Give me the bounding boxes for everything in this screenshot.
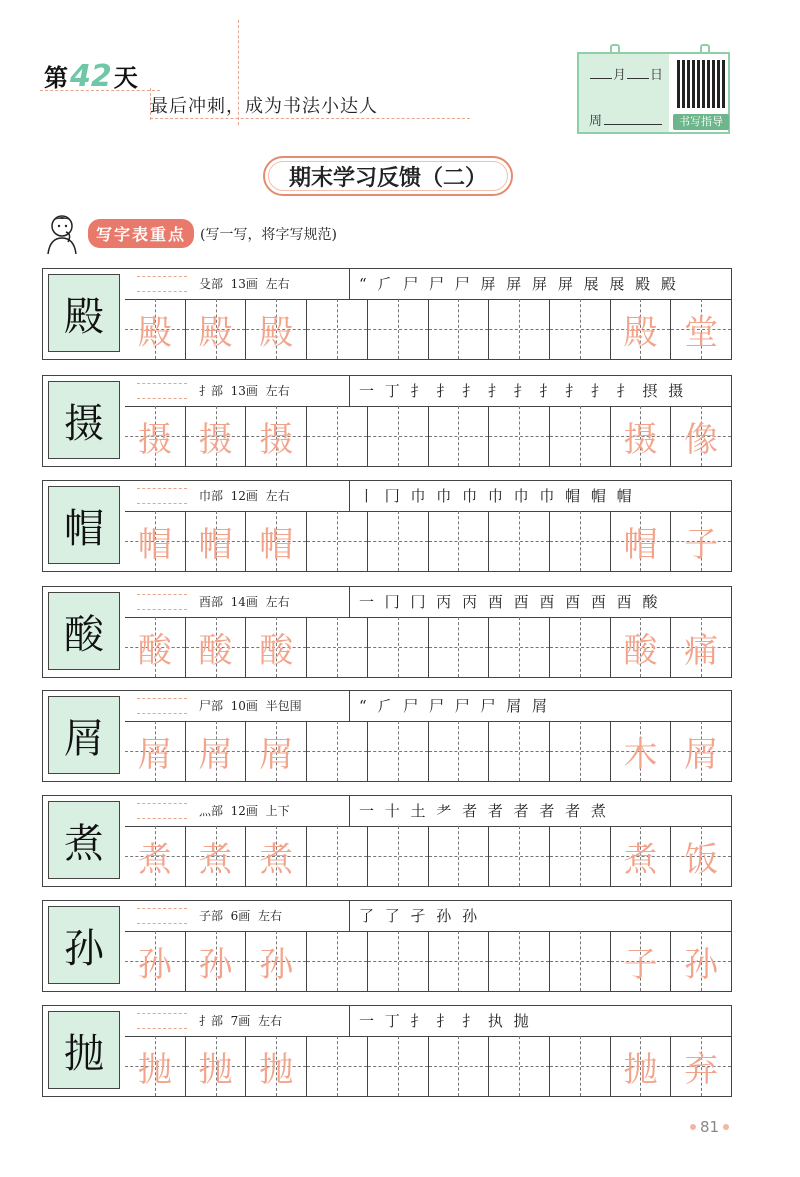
writing-cell[interactable]	[489, 931, 550, 991]
word-character: 弃	[684, 1049, 719, 1090]
word-character: 木	[623, 734, 658, 775]
pinyin-box[interactable]	[137, 908, 187, 924]
writing-cell[interactable]	[429, 721, 490, 781]
trace-character: 抛	[137, 1049, 172, 1090]
word-character: 子	[684, 524, 719, 565]
writing-cell[interactable]	[307, 1036, 368, 1096]
writing-cell[interactable]	[368, 511, 429, 571]
stroke-count: 12画	[230, 489, 258, 503]
stroke-order: 一 丁 扌 扌 扌 执 抛	[359, 1012, 532, 1030]
word-character: 饭	[684, 839, 719, 880]
writing-cell[interactable]	[246, 931, 307, 991]
practice-row	[42, 690, 732, 782]
writing-grid	[125, 406, 731, 466]
decor-dashed-line	[150, 118, 470, 119]
model-character: 帽	[48, 486, 120, 564]
model-character: 煮	[48, 801, 120, 879]
divider	[349, 587, 350, 617]
model-character: 殿	[48, 274, 120, 352]
character-meta	[199, 907, 282, 924]
divider	[349, 796, 350, 826]
writing-cell[interactable]	[489, 299, 550, 359]
date-line	[589, 64, 663, 83]
writing-cell[interactable]	[671, 617, 731, 677]
practice-row	[42, 900, 732, 992]
stroke-order: 一 丁 扌 扌 扌 扌 扌 扌 扌 扌 扌 摂 摄	[359, 382, 687, 400]
practice-row	[42, 795, 732, 887]
writing-cell[interactable]	[611, 511, 672, 571]
writing-cell[interactable]	[550, 826, 611, 886]
writing-cell[interactable]	[368, 826, 429, 886]
writing-cell[interactable]	[307, 721, 368, 781]
writing-cell[interactable]	[246, 1036, 307, 1096]
trace-character: 孙	[137, 944, 172, 985]
stroke-count: 10画	[230, 699, 258, 713]
structure: 左右	[265, 595, 290, 609]
practice-row	[42, 375, 732, 467]
radical: 殳部	[199, 277, 224, 291]
writing-cell[interactable]	[550, 931, 611, 991]
character-info	[125, 691, 731, 722]
writing-cell[interactable]	[550, 511, 611, 571]
writing-cell[interactable]	[246, 406, 307, 466]
structure: 上下	[265, 804, 290, 818]
writing-cell[interactable]	[186, 406, 247, 466]
model-character: 摄	[48, 381, 120, 459]
writing-cell[interactable]	[429, 406, 490, 466]
divider	[349, 376, 350, 406]
child-thinking-icon	[40, 212, 84, 256]
writing-grid	[125, 511, 731, 571]
stroke-order: “ ⺁ 尸 尸 尸 屏 屏 屏 屏 展 展 殿 殿	[359, 275, 679, 293]
trace-character: 帽	[137, 524, 172, 565]
writing-cell[interactable]	[550, 1036, 611, 1096]
character-meta	[199, 275, 290, 292]
week-label: 周	[589, 114, 603, 129]
writing-cell[interactable]	[368, 721, 429, 781]
word-character: 子	[623, 944, 658, 985]
model-character: 屑	[48, 696, 120, 774]
writing-cell[interactable]	[550, 617, 611, 677]
writing-cell[interactable]	[186, 299, 247, 359]
trace-character: 孙	[259, 944, 294, 985]
pinyin-box[interactable]	[137, 1013, 187, 1029]
writing-cell[interactable]	[671, 931, 731, 991]
trace-character: 煮	[259, 839, 294, 880]
writing-cell[interactable]	[611, 721, 672, 781]
section-header	[88, 219, 337, 248]
writing-cell[interactable]	[125, 1036, 186, 1096]
writing-cell[interactable]	[246, 511, 307, 571]
writing-cell[interactable]	[671, 721, 731, 781]
date-box	[577, 52, 730, 134]
stroke-count: 13画	[230, 384, 258, 398]
page-number	[690, 1118, 729, 1136]
word-character: 抛	[623, 1049, 658, 1090]
week-line	[589, 110, 662, 129]
character-meta	[199, 382, 290, 399]
writing-cell[interactable]	[489, 1036, 550, 1096]
word-character: 孙	[684, 944, 719, 985]
character-meta	[199, 487, 290, 504]
writing-cell[interactable]	[246, 826, 307, 886]
writing-grid	[125, 617, 731, 677]
character-info	[125, 901, 731, 932]
practice-row	[42, 480, 732, 572]
trace-character: 帽	[259, 524, 294, 565]
character-info	[125, 269, 731, 300]
character-info	[125, 376, 731, 407]
word-character: 煮	[623, 839, 658, 880]
writing-cell[interactable]	[489, 721, 550, 781]
model-character: 抛	[48, 1011, 120, 1089]
divider	[349, 691, 350, 721]
stroke-order: 了 了 孑 孙 孙	[359, 907, 481, 925]
trace-character: 摄	[198, 419, 233, 460]
section-title: 写字表重点	[88, 219, 194, 248]
practice-row	[42, 586, 732, 678]
character-meta	[199, 1012, 282, 1029]
writing-cell[interactable]	[429, 511, 490, 571]
practice-row	[42, 268, 732, 360]
trace-character: 帽	[198, 524, 233, 565]
character-info	[125, 1006, 731, 1037]
writing-cell[interactable]	[246, 299, 307, 359]
writing-cell[interactable]	[671, 1036, 731, 1096]
writing-cell[interactable]	[125, 406, 186, 466]
character-info	[125, 587, 731, 618]
writing-cell[interactable]	[368, 617, 429, 677]
word-character: 痛	[684, 630, 719, 671]
model-character: 孙	[48, 906, 120, 984]
character-info	[125, 481, 731, 512]
trace-character: 抛	[259, 1049, 294, 1090]
radical: 尸部	[199, 699, 224, 713]
stroke-order: “ ⺁ 尸 尸 尸 尸 屑 屑	[359, 697, 551, 715]
radical: 灬部	[199, 804, 224, 818]
trace-character: 屑	[198, 734, 233, 775]
trace-character: 酸	[137, 630, 172, 671]
trace-character: 殿	[137, 312, 172, 353]
writing-cell[interactable]	[611, 931, 672, 991]
writing-grid	[125, 299, 731, 359]
model-character: 酸	[48, 592, 120, 670]
structure: 左右	[257, 909, 282, 923]
writing-cell[interactable]	[429, 617, 490, 677]
character-meta	[199, 802, 290, 819]
day-suffix: 天	[113, 64, 138, 92]
word-character: 摄	[623, 419, 658, 460]
word-character: 帽	[623, 524, 658, 565]
structure: 左右	[265, 489, 290, 503]
stroke-count: 14画	[230, 595, 258, 609]
writing-cell[interactable]	[550, 299, 611, 359]
writing-cell[interactable]	[186, 511, 247, 571]
writing-cell[interactable]	[368, 931, 429, 991]
writing-cell[interactable]	[429, 931, 490, 991]
dot-icon	[723, 1124, 729, 1130]
trace-character: 酸	[198, 630, 233, 671]
word-character: 殿	[623, 312, 658, 353]
writing-cell[interactable]	[550, 721, 611, 781]
stroke-order: 一 冂 冂 丙 丙 酉 酉 酉 酉 酉 酉 酸	[359, 593, 661, 611]
stroke-count: 13画	[230, 277, 258, 291]
writing-cell[interactable]	[611, 299, 672, 359]
radical: 酉部	[199, 595, 224, 609]
divider	[349, 901, 350, 931]
stroke-order: 丨 冂 巾 巾 巾 巾 巾 巾 帽 帽 帽	[359, 487, 635, 505]
qr-code-icon[interactable]	[677, 60, 725, 108]
writing-cell[interactable]	[611, 826, 672, 886]
writing-cell[interactable]	[671, 406, 731, 466]
day-label-text: 日	[650, 68, 664, 83]
writing-cell[interactable]	[671, 511, 731, 571]
trace-character: 煮	[198, 839, 233, 880]
trace-character: 抛	[198, 1049, 233, 1090]
writing-cell[interactable]	[307, 931, 368, 991]
writing-cell[interactable]	[368, 406, 429, 466]
pinyin-box[interactable]	[137, 803, 187, 819]
word-character: 酸	[623, 630, 658, 671]
radical: 巾部	[199, 489, 224, 503]
stroke-count: 6画	[230, 909, 251, 923]
page-title-text: 期末学习反馈（二）	[288, 165, 487, 191]
trace-character: 煮	[137, 839, 172, 880]
writing-cell[interactable]	[307, 617, 368, 677]
writing-cell[interactable]	[489, 617, 550, 677]
stroke-count: 12画	[230, 804, 258, 818]
writing-cell[interactable]	[307, 826, 368, 886]
writing-cell[interactable]	[307, 299, 368, 359]
day-prefix: 第	[44, 64, 68, 92]
writing-grid	[125, 826, 731, 886]
structure: 左右	[265, 384, 290, 398]
word-character: 堂	[684, 312, 719, 353]
character-info	[125, 796, 731, 827]
writing-grid	[125, 931, 731, 991]
writing-cell[interactable]	[671, 826, 731, 886]
writing-cell[interactable]	[307, 511, 368, 571]
word-character: 像	[684, 419, 719, 460]
practice-row	[42, 1005, 732, 1097]
writing-cell[interactable]	[246, 617, 307, 677]
writing-cell[interactable]	[125, 931, 186, 991]
writing-cell[interactable]	[489, 826, 550, 886]
section-note: (写一写，将字写规范)	[200, 226, 337, 243]
writing-cell[interactable]	[429, 826, 490, 886]
writing-cell[interactable]	[125, 826, 186, 886]
structure: 半包围	[265, 699, 302, 713]
writing-cell[interactable]	[186, 721, 247, 781]
month-label: 月	[613, 68, 627, 83]
writing-cell[interactable]	[186, 931, 247, 991]
stroke-order: 一 十 土 耂 者 者 者 者 者 煮	[359, 802, 609, 820]
writing-cell[interactable]	[307, 406, 368, 466]
writing-cell[interactable]	[125, 721, 186, 781]
pinyin-box[interactable]	[137, 488, 187, 504]
trace-character: 屑	[137, 734, 172, 775]
writing-cell[interactable]	[186, 617, 247, 677]
divider	[349, 269, 350, 299]
writing-cell[interactable]	[125, 511, 186, 571]
page-number-text: 81	[700, 1118, 720, 1136]
word-character: 屑	[684, 734, 719, 775]
divider	[349, 481, 350, 511]
character-meta	[199, 593, 290, 610]
radical: 子部	[199, 909, 224, 923]
trace-character: 殿	[198, 312, 233, 353]
stroke-count: 7画	[230, 1014, 251, 1028]
writing-cell[interactable]	[611, 617, 672, 677]
trace-character: 殿	[259, 312, 294, 353]
structure: 左右	[257, 1014, 282, 1028]
radical: 扌部	[199, 384, 224, 398]
writing-cell[interactable]	[611, 1036, 672, 1096]
radical: 扌部	[199, 1014, 224, 1028]
trace-character: 摄	[259, 419, 294, 460]
pinyin-box[interactable]	[137, 594, 187, 610]
pinyin-box[interactable]	[137, 698, 187, 714]
trace-character: 屑	[259, 734, 294, 775]
writing-cell[interactable]	[125, 617, 186, 677]
writing-cell[interactable]	[489, 406, 550, 466]
divider	[349, 1006, 350, 1036]
page-title	[263, 156, 513, 196]
writing-cell[interactable]	[671, 299, 731, 359]
writing-cell[interactable]	[429, 1036, 490, 1096]
pinyin-box[interactable]	[137, 276, 187, 292]
writing-cell[interactable]	[368, 299, 429, 359]
writing-grid	[125, 721, 731, 781]
writing-cell[interactable]	[186, 826, 247, 886]
dot-icon	[690, 1124, 696, 1130]
writing-cell[interactable]	[246, 721, 307, 781]
subtitle: 最后冲刺，成为书法小达人	[150, 96, 378, 117]
writing-cell[interactable]	[125, 299, 186, 359]
day-number: 42	[70, 59, 112, 94]
writing-cell[interactable]	[550, 406, 611, 466]
writing-grid	[125, 1036, 731, 1096]
character-meta	[199, 697, 302, 714]
day-label	[44, 58, 138, 94]
trace-character: 摄	[137, 419, 172, 460]
writing-cell[interactable]	[368, 1036, 429, 1096]
qr-caption: 书写指导	[673, 114, 729, 130]
pinyin-box[interactable]	[137, 383, 187, 399]
trace-character: 酸	[259, 630, 294, 671]
writing-cell[interactable]	[489, 511, 550, 571]
writing-cell[interactable]	[429, 299, 490, 359]
writing-cell[interactable]	[611, 406, 672, 466]
trace-character: 孙	[198, 944, 233, 985]
writing-cell[interactable]	[186, 1036, 247, 1096]
structure: 左右	[265, 277, 290, 291]
